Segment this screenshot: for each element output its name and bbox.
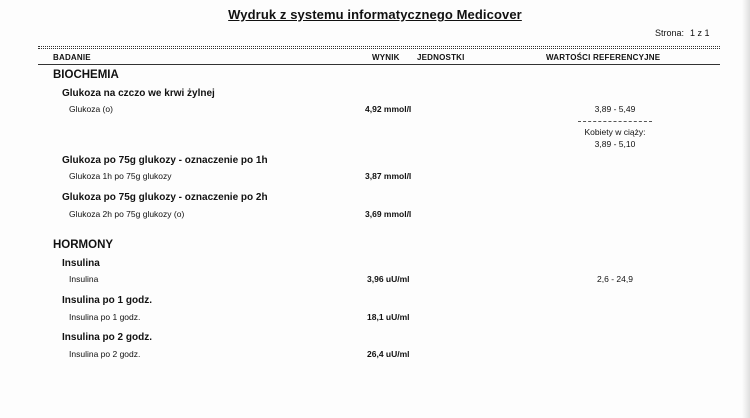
test-group-title: Insulina po 2 godz. [62,332,152,343]
column-header-reference: WARTOŚCI REFERENCYJNE [546,53,661,62]
test-group-title: Glukoza po 75g glukozy - oznaczenie po 1h [62,155,268,166]
test-result-value: 18,1 uU/ml [367,312,410,322]
header-bottom-rule [38,64,720,65]
test-row-label: Insulina po 1 godz. [69,312,141,322]
section-title-hormony: HORMONY [53,239,114,251]
page-edge-shadow [742,0,750,418]
header-top-dotted-rule [38,46,720,47]
test-result-value: 4,92 mmol/l [365,104,412,114]
test-row-label: Glukoza 1h po 75g glukozy [69,171,172,181]
reference-range: 2,6 - 24,9 [597,274,633,284]
test-row-label: Insulina [69,274,99,284]
header-top-dotted-rule-2 [38,48,720,49]
page-number: 1 z 1 [690,28,710,38]
test-row-label: Glukoza 2h po 75g glukozy (o) [69,209,185,219]
reference-note-value: 3,89 - 5,10 [594,139,636,149]
document-title: Wydruk z systemu informatycznego Medicover [228,7,522,22]
reference-note-label: Kobiety w ciąży: [584,127,646,137]
column-header-badanie: BADANIE [53,53,91,62]
test-row-label: Insulina po 2 godz. [69,349,141,359]
test-result-value: 3,87 mmol/l [365,171,412,181]
section-title-biochemia: BIOCHEMIA [53,69,119,81]
test-group-title: Glukoza na czczo we krwi żylnej [62,88,215,99]
test-group-title: Insulina po 1 godz. [62,295,152,306]
test-result-value: 3,96 uU/ml [367,274,410,284]
column-header-jednostki: JEDNOSTKI [417,53,465,62]
reference-range: 3,89 - 5,49 [594,104,636,114]
test-result-value: 26,4 uU/ml [367,349,410,359]
test-row-label: Glukoza (o) [69,104,113,114]
reference-separator [578,121,652,122]
column-header-wynik: WYNIK [372,53,400,62]
test-result-value: 3,69 mmol/l [365,209,412,219]
test-group-title: Glukoza po 75g glukozy - oznaczenie po 2h [62,192,268,203]
test-group-title: Insulina [62,258,100,269]
page-label: Strona: [655,28,685,38]
